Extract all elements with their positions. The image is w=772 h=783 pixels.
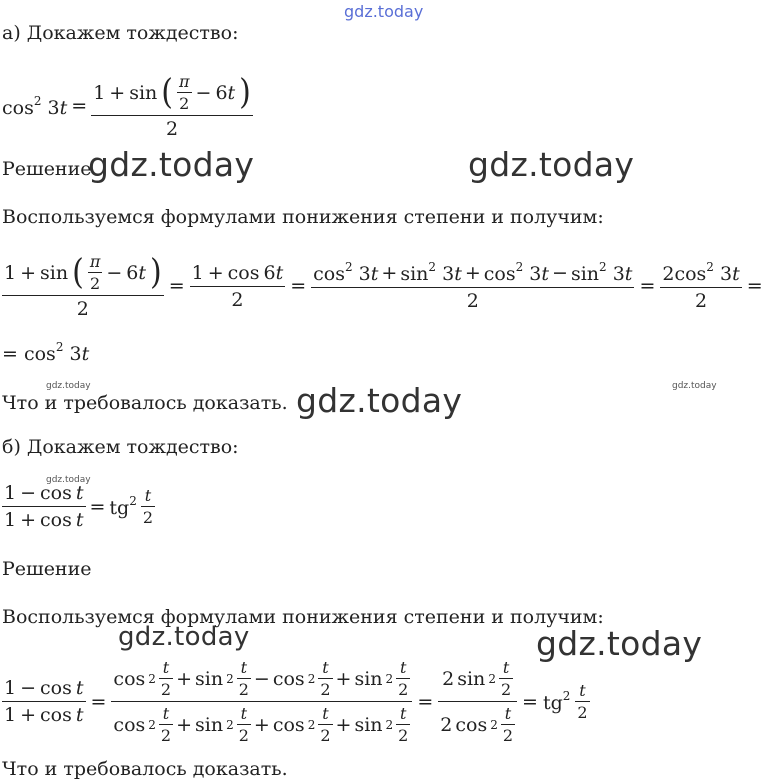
part-b-identity: 1 − cos t 1 + cos t = $tg^2$ $\frac{t}{2}$: [4, 482, 154, 531]
part-a-title: а) Докажем тождество:: [2, 22, 239, 44]
watermark-big: gdz.today: [296, 381, 463, 420]
watermark-big: gdz.today: [468, 145, 635, 184]
watermark-small: gdz.today: [672, 381, 717, 391]
part-a-derivation: 1 + sin ( $\frac{\pi}{2}$ − 6t ) 2 = 1 + cos 6t 2 = $\cos^2 3t$ + $\sin^2 3t$ + $\cos^2 3t$ − $\sin^2 3t$ 2 = $\frac{2\cos^2 3t}{2}$ =: [4, 251, 763, 320]
part-b-solution-label: Решение: [2, 558, 92, 580]
part-a-conclusion: Что и требовалось доказать.: [2, 392, 288, 414]
part-b-formula-note: Воспользуемся формулами понижения степени и получим:: [2, 606, 604, 628]
watermark-big: gdz.today: [88, 145, 255, 184]
watermark-small: gdz.today: [46, 381, 91, 391]
watermark-big: gdz.today: [118, 622, 250, 652]
watermark-small: gdz.today: [46, 475, 91, 485]
part-a-formula-note: Воспользуемся формулами понижения степени и получим:: [2, 206, 604, 228]
watermark-top: gdz.today: [344, 2, 424, 21]
part-a-solution-label: Решение: [2, 158, 92, 180]
watermark-big: gdz.today: [536, 624, 703, 663]
part-b-derivation: 1 − cos t 1 + cos t = cos 2 $\frac{t}{2}$ + sin 2 $\frac{t}{2}$ − cos 2 $\frac{t}{2}$ + sin 2 $\frac{t}{2}$ cos 2 $\frac{t}{2}$ + sin 2 $\frac{t}{2}$ + cos 2 $\frac{t}{2}$ + sin 2 $\frac{t}{2}$ = 2 sin 2 $\frac{t}{2}$ 2 cos 2 $\frac{t}{2}$ = $tg^2$ $\frac{t}{2}$: [4, 658, 588, 745]
part-a-result: = $\cos^2 3t$: [2, 340, 90, 365]
part-a-identity: $\cos^2 3t$ = 1 + sin ( $\frac{\pi}{2}$ − 6t ) 2: [2, 71, 251, 140]
part-b-title: б) Докажем тождество:: [2, 436, 239, 458]
part-b-conclusion: Что и требовалось доказать.: [2, 758, 288, 780]
